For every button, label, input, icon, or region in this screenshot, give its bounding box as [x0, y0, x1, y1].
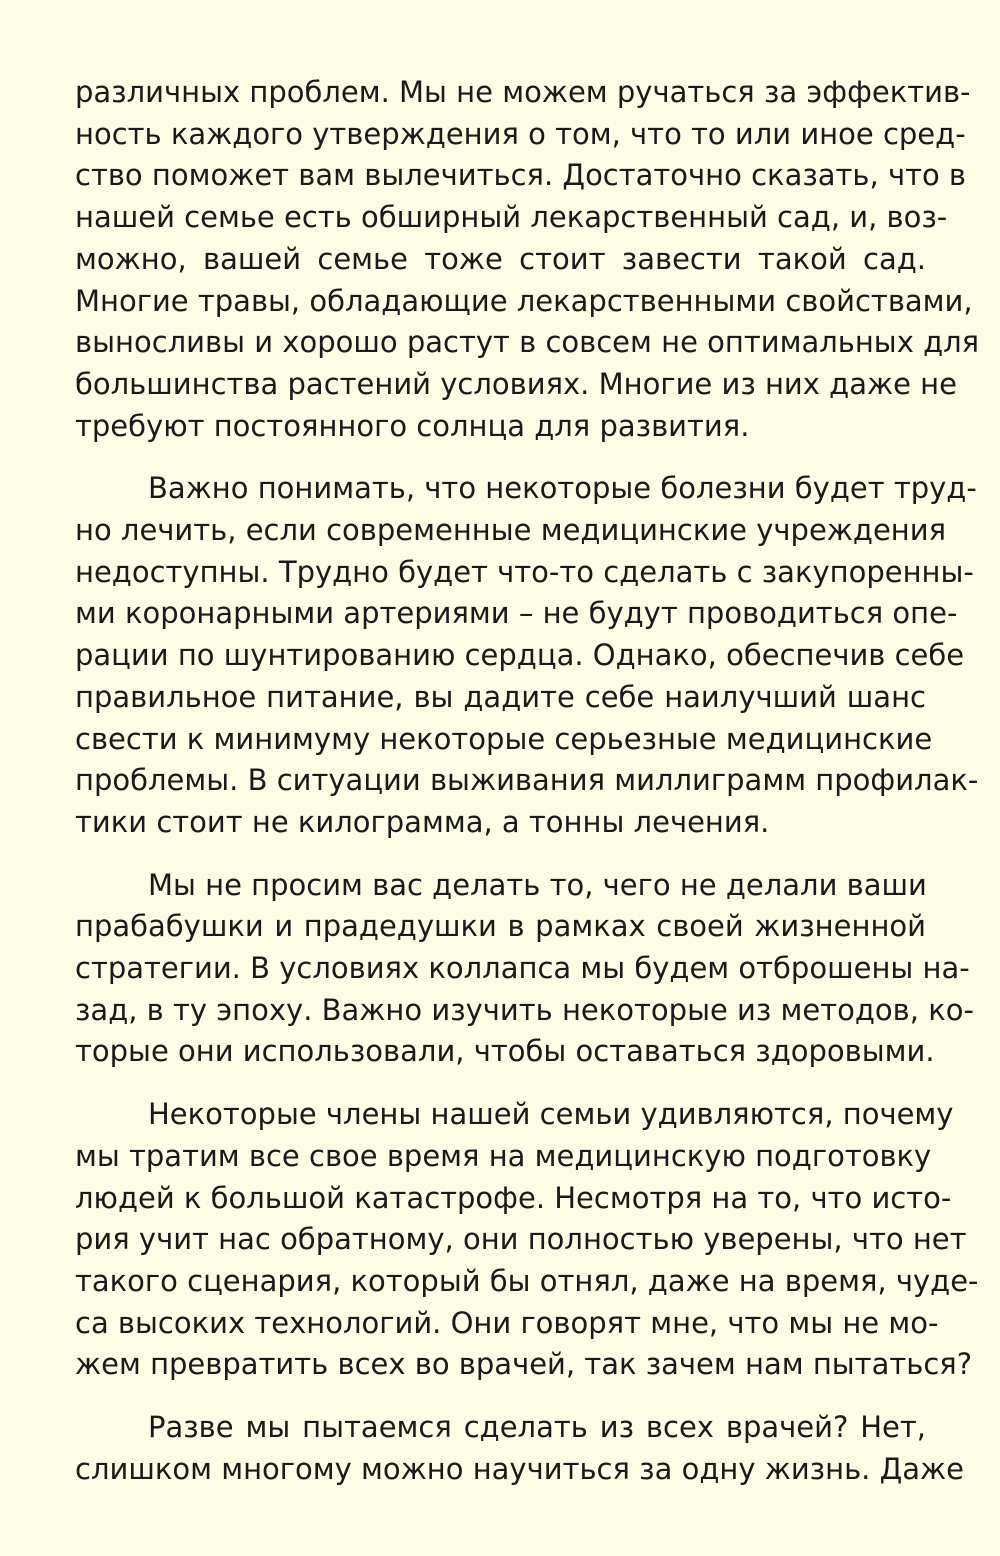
- text-line: жем превратить всех во врачей, так зачем нам пытаться?: [75, 1347, 973, 1382]
- text-line: мы тратим все свое время на медицинскую подготовку: [75, 1138, 932, 1173]
- text-line: тики стоит не килограмма, а тонны лечения.: [75, 804, 770, 839]
- text-line: правильное питание, вы дадите себе наилучший шанс: [75, 679, 926, 714]
- text-line: са высоких технологий. Они говорят мне, что мы не мо-: [75, 1305, 939, 1340]
- text-line: прабабушки и прадедушки в рамках своей жизненной: [75, 909, 926, 944]
- text-line: можно, вашей семье тоже стоит завести такой сад.: [75, 241, 926, 276]
- text-line: рации по шунтированию сердца. Однако, обеспечив себе: [75, 638, 965, 673]
- book-page: [75, 72, 980, 1512]
- text-line: ство поможет вам вылечиться. Достаточно сказать, что в: [75, 158, 967, 193]
- paragraph-1: [75, 72, 980, 447]
- text-line: свести к минимуму некоторые серьезные медицинские: [75, 721, 933, 756]
- text-line: нашей семье есть обширный лекарственный сад, и, воз-: [75, 200, 948, 235]
- text-line: стратегии. В условиях коллапса мы будем отброшены на-: [75, 951, 970, 986]
- paragraph-5: [75, 1407, 964, 1490]
- text-line: Многие травы, обладающие лекарственными свойствами,: [75, 283, 973, 318]
- paragraph-4: [75, 1094, 979, 1386]
- text-line: людей к большой катастрофе. Несмотря на то, что исто-: [75, 1180, 952, 1215]
- text-line: требуют постоянного солнца для развития.: [75, 408, 750, 443]
- text-line: слишком многому можно научиться за одну жизнь. Даже: [75, 1451, 964, 1486]
- text-line: различных проблем. Мы не можем ручаться за эффектив-: [75, 75, 971, 109]
- text-line: ность каждого утверждения о том, что то или иное сред-: [75, 116, 966, 151]
- text-line: Некоторые члены нашей семьи удивляются, почему: [148, 1097, 954, 1132]
- text-line: рия учит нас обратному, они полностью уверены, что нет: [75, 1222, 967, 1257]
- paragraph-2: [75, 468, 979, 843]
- text-line: торые они использовали, чтобы оставаться здоровыми.: [75, 1034, 935, 1069]
- text-line: Важно понимать, что некоторые болезни будет труд-: [148, 471, 977, 506]
- text-line: такого сценария, который бы отнял, даже на время, чуде-: [75, 1263, 979, 1298]
- text-line: Разве мы пытаемся сделать из всех врачей? Нет,: [148, 1410, 926, 1445]
- text-line: выносливы и хорошо растут в совсем не оптимальных для: [75, 325, 980, 360]
- text-line: зад, в ту эпоху. Важно изучить некоторые из методов, ко-: [75, 992, 974, 1027]
- text-line: ми коронарными артериями – не будут проводиться опе-: [75, 596, 958, 631]
- text-line: недоступны. Трудно будет что-то сделать с закупоренны-: [75, 554, 974, 589]
- text-line: большинства растений условиях. Многие из них даже не: [75, 366, 957, 401]
- text-line: но лечить, если современные медицинские учреждения: [75, 513, 947, 548]
- text-line: проблемы. В ситуации выживания миллиграмм профилак-: [75, 763, 979, 798]
- paragraph-3: [75, 865, 974, 1074]
- text-line: Мы не просим вас делать то, чего не делали ваши: [148, 867, 927, 902]
